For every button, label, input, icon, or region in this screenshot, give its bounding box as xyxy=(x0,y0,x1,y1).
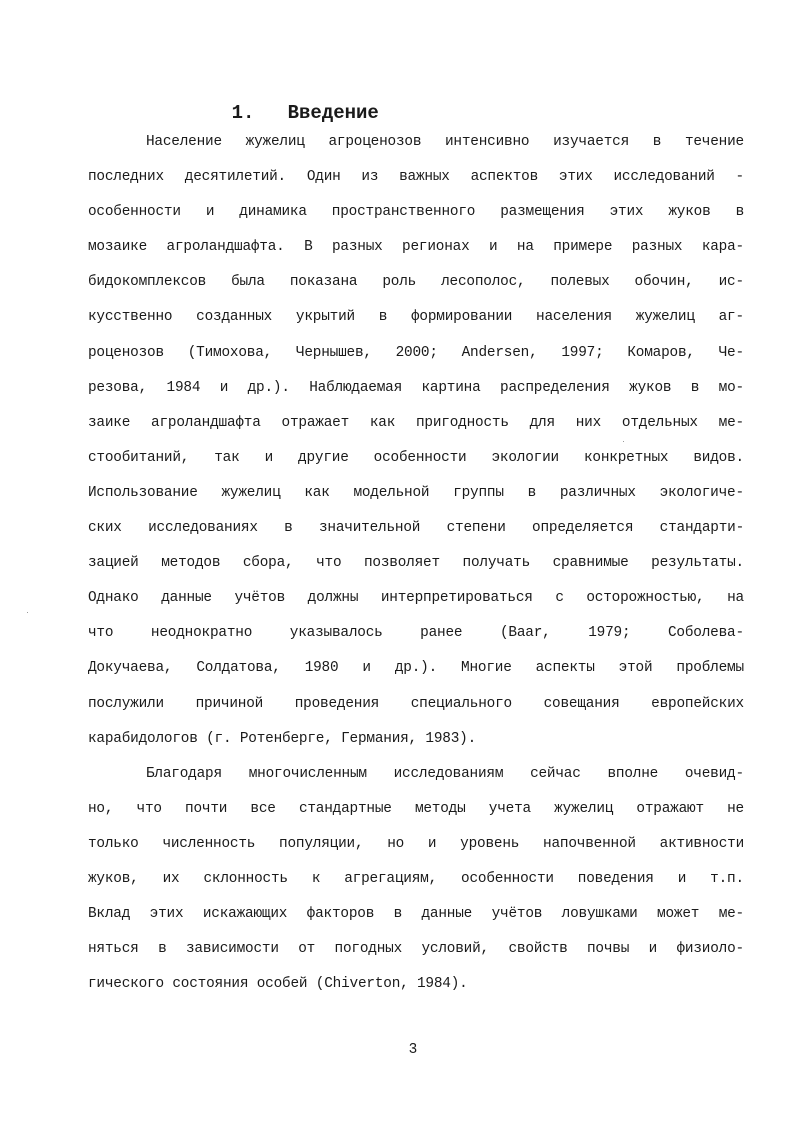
section-title: Введение xyxy=(287,102,379,124)
word: жужелиц xyxy=(554,800,614,817)
word: мо- xyxy=(718,379,744,396)
word: определяется xyxy=(532,520,634,537)
word: сбора, xyxy=(242,555,294,572)
text-line xyxy=(88,511,744,546)
word: Че- xyxy=(718,344,744,361)
word: исследованиях xyxy=(148,520,258,537)
paragraph xyxy=(88,757,744,1003)
text-line xyxy=(88,300,744,335)
word: роценозов xyxy=(88,344,164,361)
word: экологиче- xyxy=(659,484,744,501)
word: Один xyxy=(306,169,341,186)
word: специального xyxy=(410,695,512,712)
word: с xyxy=(555,590,564,607)
word: укрытий xyxy=(295,309,355,326)
word: и xyxy=(489,239,498,256)
word: ских xyxy=(88,520,122,537)
word: и xyxy=(362,660,371,677)
word: агроландшафта xyxy=(151,414,261,431)
word: этой xyxy=(618,660,653,677)
word: так xyxy=(214,449,240,466)
word: в xyxy=(158,941,167,958)
word: ис- xyxy=(718,274,744,291)
word: Наблюдаемая xyxy=(309,379,403,396)
word: на xyxy=(727,590,744,607)
word: и xyxy=(219,379,229,396)
word: этих xyxy=(609,204,644,221)
word: жужелиц xyxy=(245,134,305,150)
word: них xyxy=(575,414,602,431)
scan-speck xyxy=(623,441,624,442)
word: что xyxy=(88,625,114,642)
word: регионах xyxy=(402,239,470,256)
word: различных xyxy=(559,484,636,501)
word: аспекты xyxy=(535,660,595,677)
word: Соболева- xyxy=(668,625,744,642)
word: ме- xyxy=(718,414,744,431)
word: ловушками xyxy=(561,906,638,923)
word: все xyxy=(250,800,276,817)
word: указывалось xyxy=(289,625,383,642)
word: кусственно xyxy=(88,309,173,326)
word: течение xyxy=(684,134,744,150)
word: 1984 xyxy=(166,379,201,396)
word: Благодаря xyxy=(146,765,222,782)
word: другие xyxy=(298,449,349,466)
word: учета xyxy=(488,800,531,817)
word: др.). xyxy=(394,660,438,677)
word: (Baar, xyxy=(499,625,551,642)
word: в xyxy=(652,134,662,150)
word: учётов xyxy=(491,906,543,923)
word: методов xyxy=(161,555,221,572)
word: картина xyxy=(421,379,481,396)
word: и xyxy=(677,870,687,887)
word: полевых xyxy=(550,274,610,291)
word: примере xyxy=(553,239,613,256)
word: искажающих xyxy=(202,906,288,923)
word: 1979; xyxy=(588,625,631,642)
word: Использование xyxy=(88,484,198,501)
word: как xyxy=(369,414,396,431)
word: совещания xyxy=(543,695,620,712)
word: Вклад xyxy=(88,906,131,923)
word: кара- xyxy=(701,239,744,256)
word: населения xyxy=(536,309,612,326)
word: (Тимохова, xyxy=(187,344,273,361)
word: проведения xyxy=(294,695,380,712)
page-number: 3 xyxy=(408,1042,418,1058)
word: от xyxy=(298,941,316,958)
text-line xyxy=(88,160,744,195)
word: агрегациям, xyxy=(344,870,438,887)
text-line xyxy=(88,932,744,967)
word: стандартные xyxy=(298,800,392,817)
text-line xyxy=(88,125,744,160)
text-line xyxy=(88,687,744,722)
word: уровень xyxy=(460,835,520,852)
word: очевид- xyxy=(684,765,744,782)
text-line xyxy=(88,616,744,651)
section-number: 1. xyxy=(231,102,255,124)
word: Докучаева, xyxy=(88,660,173,677)
word: Однако xyxy=(88,590,139,607)
word: неоднократно xyxy=(150,625,253,642)
word: активности xyxy=(659,835,744,852)
word: 2000; xyxy=(395,344,438,361)
word: особенности xyxy=(461,870,554,887)
word: свойств xyxy=(508,941,568,958)
word: в xyxy=(527,484,537,501)
word: должны xyxy=(307,590,359,607)
word: погодных xyxy=(334,941,403,958)
word: зацией xyxy=(88,555,139,572)
word: в xyxy=(735,204,744,221)
word: 1980 xyxy=(304,660,339,677)
word: важных xyxy=(399,169,450,186)
word: была xyxy=(231,274,265,291)
word: проблемы xyxy=(676,660,744,677)
word: особенности xyxy=(373,449,467,466)
word: исследований xyxy=(613,169,715,186)
word: изучается xyxy=(553,134,630,150)
word: т.п. xyxy=(710,870,744,887)
word: получать xyxy=(462,555,531,572)
text-line xyxy=(88,406,744,441)
word: этих xyxy=(558,169,593,186)
text-line xyxy=(88,441,744,476)
word: из xyxy=(361,169,379,186)
text-line xyxy=(88,757,744,792)
word: причиной xyxy=(195,695,264,712)
word: агроландшафта. xyxy=(166,239,285,256)
word: к xyxy=(311,870,321,887)
word: последних xyxy=(88,169,164,186)
text-line xyxy=(88,195,744,230)
word: исследованиям xyxy=(393,765,504,782)
word: Andersen, xyxy=(461,344,538,361)
word: и xyxy=(648,941,658,958)
word: показана xyxy=(289,274,358,291)
word: вполне xyxy=(607,765,659,782)
word: осторожностью, xyxy=(586,590,705,607)
word: в xyxy=(393,906,403,923)
word: Чернышев, xyxy=(295,344,372,361)
word: бидокомплексов xyxy=(88,274,207,291)
scan-speck xyxy=(27,612,28,613)
word: созданных xyxy=(196,309,273,326)
body-text xyxy=(88,125,744,1002)
word: не xyxy=(727,800,744,817)
word: но xyxy=(387,835,405,852)
word: др.). xyxy=(247,379,290,396)
word: конкретных xyxy=(584,449,669,466)
word: в xyxy=(284,520,293,537)
word: данные xyxy=(161,590,212,607)
word: 1997; xyxy=(561,344,604,361)
word: жуков, xyxy=(88,870,139,887)
word: интерпретироваться xyxy=(380,590,533,607)
text-line xyxy=(88,230,744,265)
word: экологии xyxy=(491,449,559,466)
word: особенности xyxy=(88,204,181,221)
word: жуков xyxy=(668,204,711,221)
word: но, xyxy=(88,800,114,817)
word: аспектов xyxy=(470,169,539,186)
word: для xyxy=(529,414,555,431)
text-line: гического состояния особей (Chiverton, 1984). xyxy=(88,976,468,993)
word: отражают xyxy=(636,800,704,817)
word: разных xyxy=(331,239,383,256)
word: заике xyxy=(88,414,131,431)
text-line xyxy=(88,792,744,827)
word: зависимости xyxy=(185,941,279,958)
text-line xyxy=(88,827,744,862)
word: этих xyxy=(149,906,184,923)
word: позволяет xyxy=(364,555,440,572)
word: жуков xyxy=(629,379,672,396)
word: мозаике xyxy=(88,239,148,256)
word: склонность xyxy=(203,870,288,887)
word: многочисленным xyxy=(248,765,367,782)
word: в xyxy=(378,309,388,326)
word: напочвенной xyxy=(543,835,636,852)
word: степени xyxy=(446,520,506,537)
word: агроценозов xyxy=(328,134,422,150)
word: пространственного xyxy=(331,204,476,221)
word: значительной xyxy=(318,520,421,537)
word: как xyxy=(304,484,330,501)
word: методы xyxy=(414,800,466,817)
word: физиоло- xyxy=(676,941,744,958)
word: факторов xyxy=(306,906,375,923)
word: формировании xyxy=(410,309,513,326)
word: Солдатова, xyxy=(196,660,281,677)
word: численность xyxy=(162,835,256,852)
word: только xyxy=(88,835,139,852)
word: что xyxy=(316,555,342,572)
word: на xyxy=(516,239,534,256)
text-line xyxy=(88,651,744,686)
word: что xyxy=(136,800,162,817)
word: жужелиц xyxy=(635,309,695,326)
word: стандарти- xyxy=(659,520,744,537)
word: сравнимые xyxy=(552,555,629,572)
word: и xyxy=(205,204,215,221)
word: учётов xyxy=(234,590,286,607)
word: в xyxy=(690,379,700,396)
text-line xyxy=(88,897,744,932)
text-line xyxy=(88,476,744,511)
text-line: карабидологов (г. Ротенберге, Германия, 1983). xyxy=(88,730,477,747)
word: почвы xyxy=(586,941,630,958)
word: Многие xyxy=(461,660,512,677)
text-line xyxy=(88,371,744,406)
word: почти xyxy=(185,800,228,817)
text-line xyxy=(88,336,744,371)
text-line xyxy=(88,581,744,616)
word: ранее xyxy=(420,625,463,642)
word: лесополос, xyxy=(441,274,526,291)
word: десятилетий. xyxy=(184,169,286,186)
word: поведения xyxy=(577,870,654,887)
word: динамика xyxy=(239,204,307,221)
text-line xyxy=(88,546,744,581)
word: сейчас xyxy=(530,765,581,782)
word: условий, xyxy=(421,941,489,958)
word: их xyxy=(162,870,180,887)
word: - xyxy=(735,169,744,186)
text-line xyxy=(88,862,744,897)
word: В xyxy=(304,239,313,256)
word: отдельных xyxy=(621,414,698,431)
word: видов. xyxy=(693,449,744,466)
word: и xyxy=(427,835,437,852)
word: разных xyxy=(631,239,683,256)
word: послужили xyxy=(88,695,164,712)
word: группы xyxy=(453,484,504,501)
text-line xyxy=(88,265,744,300)
word: может xyxy=(657,906,700,923)
word: распределения xyxy=(500,379,610,396)
word: отражает xyxy=(281,414,350,431)
word: роль xyxy=(382,274,417,291)
word: ме- xyxy=(718,906,744,923)
word: популяции, xyxy=(279,835,364,852)
word: резова, xyxy=(88,379,148,396)
word: интенсивно xyxy=(445,134,530,150)
word: результаты. xyxy=(651,555,744,572)
word: европейских xyxy=(651,695,744,712)
word: няться xyxy=(88,941,139,958)
word: жужелиц xyxy=(221,484,281,501)
word: Население xyxy=(146,134,222,150)
word: и xyxy=(264,449,274,466)
word: обочин, xyxy=(634,274,694,291)
word: пригодность xyxy=(415,414,509,431)
word: Комаров, xyxy=(627,344,695,361)
paragraph xyxy=(88,125,744,757)
word: модельной xyxy=(353,484,430,501)
word: размещения xyxy=(500,204,585,221)
word: данные xyxy=(421,906,473,923)
word: аг- xyxy=(718,309,744,326)
word: стообитаний, xyxy=(88,449,190,466)
